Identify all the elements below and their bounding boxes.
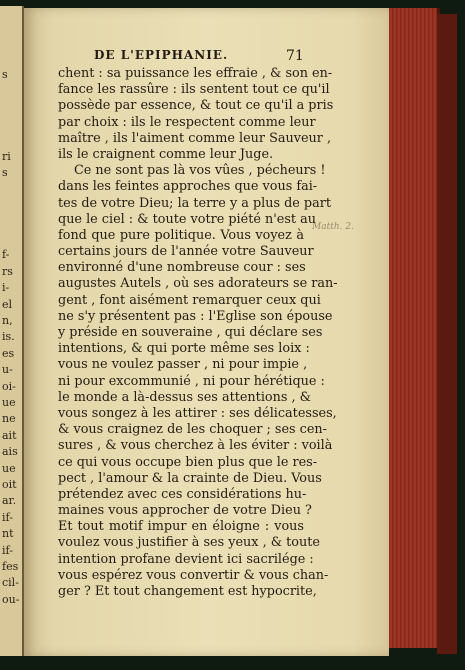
text-line: dans les feintes approches que vous fai- (58, 179, 318, 195)
left-page-fragment: rs (2, 264, 13, 278)
left-page-fragment: u- (2, 363, 13, 377)
text-line: prétendez avec ces considérations hu- (58, 486, 307, 502)
left-page-fragment: ar. (2, 494, 17, 508)
text-line: ce qui vous occupe bien plus que le res- (58, 454, 318, 470)
text-line: ne s'y présentent pas : l'Eglise son épouse (58, 308, 333, 324)
book-cover-edge (437, 14, 457, 654)
left-page-fragment: ue (2, 396, 16, 409)
text-line: que le ciel : & toute votre piété n'est au (58, 211, 316, 227)
left-page-fragment: nt (2, 527, 14, 541)
text-line: ni pour excommunié , ni pour hérétique : (58, 373, 325, 389)
text-line: par choix : ils le respectent comme leur (58, 114, 316, 130)
text-line: sures , & vous cherchez à les éviter : voilà (58, 438, 333, 454)
left-page-fragment: s (2, 166, 8, 180)
left-page-fragment: ou- (2, 592, 20, 606)
left-page-fragment: es (2, 346, 15, 360)
text-line: gent , font aisément remarquer ceux qui (58, 292, 321, 308)
text-line: Et tout motif impur en éloigne : vous (58, 519, 304, 535)
running-head: DE L'EPIPHANIE. (94, 48, 229, 62)
text-line: augustes Autels , où ses adorateurs se ran- (58, 276, 338, 292)
text-line: maines vous approcher de votre Dieu ? (58, 503, 312, 519)
left-page-fragment: ue (2, 461, 16, 475)
text-line: maître , ils l'aiment comme leur Sauveur , (58, 130, 332, 146)
left-page-fragment: oi- (2, 379, 16, 393)
text-line: & vous craignez de les choquer ; ses cen- (58, 422, 327, 438)
left-page-fragment: el (2, 297, 13, 311)
text-line: possède par essence, & tout ce qu'il a pris (58, 98, 334, 114)
left-page-fragment: if- (2, 510, 13, 524)
left-page-fragment: if- (2, 543, 13, 557)
text-line: fond que pure politique. Vous voyez à (58, 227, 304, 243)
left-page-fragment: n, (2, 314, 13, 327)
text-line: le monde a là-dessus ses attentions , & (58, 389, 312, 405)
margin-note: Matth. 2. (312, 222, 354, 232)
left-page-edge (0, 6, 24, 656)
left-page-fragment: is. (2, 330, 15, 344)
page-number: 71 (286, 48, 304, 64)
text-line: environné d'une nombreuse cour : ses (58, 260, 306, 276)
left-page-fragment: cil- (2, 576, 19, 590)
left-page-fragment: ne (2, 412, 16, 426)
left-page-fragment: ait (2, 428, 17, 442)
left-page-fragment: ais (2, 445, 18, 459)
text-line: y préside en souveraine , qui déclare ses (58, 325, 323, 340)
left-page-fragment: ri (2, 150, 11, 163)
text-line: ger ? Et tout changement est hypocrite, (58, 584, 317, 599)
text-line: certains jours de l'année votre Sauveur (58, 244, 314, 260)
left-page-fragment: s (2, 68, 8, 81)
text-line: vous ne voulez passer , ni pour impie , (58, 357, 308, 373)
text-line: ils le craignent comme leur Juge. (58, 146, 274, 162)
text-line: chent : sa puissance les effraie , & son en- (58, 66, 333, 81)
page-block-edge (389, 8, 440, 648)
text-line: intention profane devient ici sacrilége : (58, 551, 314, 567)
text-line: vous songez à les attirer : ses délicatesses, (58, 405, 337, 421)
text-line: tes de votre Dieu; la terre y a plus de part (58, 195, 332, 211)
left-page-fragment: oit (2, 478, 17, 491)
text-line: voulez vous justifier à ses yeux , & toute (58, 535, 320, 551)
left-page-fragment: f- (2, 248, 10, 262)
left-page-fragment: fes (2, 560, 19, 573)
text-line: intentions, & qui porte même ses loix : (58, 341, 310, 357)
text-line: vous espérez vous convertir & vous chan- (58, 567, 329, 583)
left-page-fragment: i- (2, 281, 10, 295)
text-line: pect , l'amour & la crainte de Dieu. Vous (58, 470, 322, 486)
text-line: fance les rassûre : ils sentent tout ce qu'il (58, 82, 330, 98)
text-line: Ce ne sont pas là vos vûes , pécheurs ! (74, 163, 326, 179)
